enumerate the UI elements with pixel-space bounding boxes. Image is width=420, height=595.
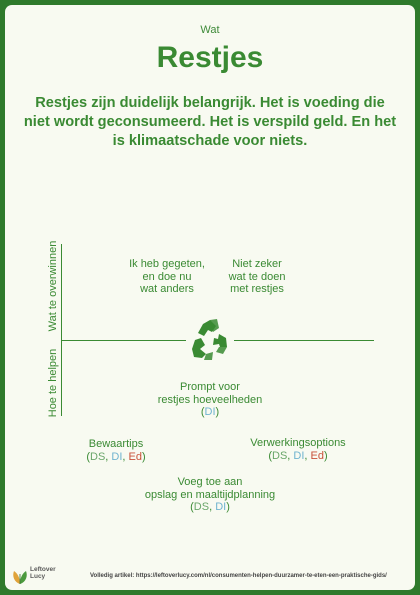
tag-di: DI (293, 449, 305, 462)
tag-ed: Ed (128, 450, 142, 463)
help-item-tags: (DS, DI) (190, 501, 230, 513)
help-item-storage (74, 438, 158, 463)
tag-di: DI (204, 406, 216, 418)
help-item-line: Verwerkingsoptions (250, 437, 346, 449)
tag-di: DI (111, 450, 123, 463)
help-item-line: Prompt voor (180, 381, 240, 393)
help-item-tags: (DS, DI, Ed) (86, 450, 146, 463)
tag-ed: Ed (310, 449, 324, 462)
help-item-line: opslag en maaltijdplanning (144, 488, 276, 501)
axis-divider (61, 244, 62, 416)
overcome-item-2-line: wat te doen (228, 270, 286, 283)
help-item-line: restjes hoeveelheden (157, 393, 263, 406)
help-item-planning (134, 476, 286, 514)
leaf-logo-icon (11, 568, 29, 585)
overcome-item-2-line: met restjes (230, 283, 284, 295)
overcome-item-2 (214, 258, 300, 296)
recycle-icon (186, 316, 234, 364)
tag-ds: DS (90, 450, 106, 463)
help-item-tags: (DS, DI, Ed) (268, 449, 328, 462)
help-item-processing (238, 437, 358, 462)
tag-ds: DS (272, 449, 288, 462)
axis-label-help: Hoe te helpen (47, 348, 59, 418)
footer-label: Volledig artikel: (90, 573, 135, 579)
divider-left (62, 340, 186, 341)
page-title: Restjes (156, 41, 264, 74)
overcome-item-1-line: en doe nu (142, 270, 192, 283)
footer-url[interactable]: https://leftoverlucy.com/nl/consumenten-helpen-duurzamer-te-eten-een-praktische-gids/ (135, 573, 387, 579)
brand-line: Leftover (30, 566, 56, 573)
tag-di: DI (215, 501, 227, 513)
overcome-item-1-line: wat anders (140, 283, 194, 295)
axis-label-overcome: Wat te overwinnen (47, 240, 59, 332)
brand-name (30, 566, 56, 580)
overcome-item-1-line: Ik heb gegeten, (129, 258, 205, 270)
footer-link[interactable] (90, 573, 387, 579)
overcome-item-1 (117, 258, 217, 296)
brand-line: Lucy (30, 573, 46, 580)
intro-text: Restjes zijn duidelijk belangrijk. Het is voeding die niet wordt geconsumeerd. Het is verspild geld. En het is klimaatschade voor niets. (23, 95, 397, 149)
divider-right (234, 340, 374, 341)
overcome-item-2-line: Niet zeker (232, 258, 282, 270)
help-item-line: Voeg toe aan (177, 476, 243, 488)
help-item-line: Bewaartips (88, 438, 144, 450)
help-item-tags: (DI) (200, 406, 220, 418)
section-kicker: Wat (200, 24, 220, 36)
tag-ds: DS (193, 501, 210, 513)
help-item-prompt (142, 381, 278, 419)
